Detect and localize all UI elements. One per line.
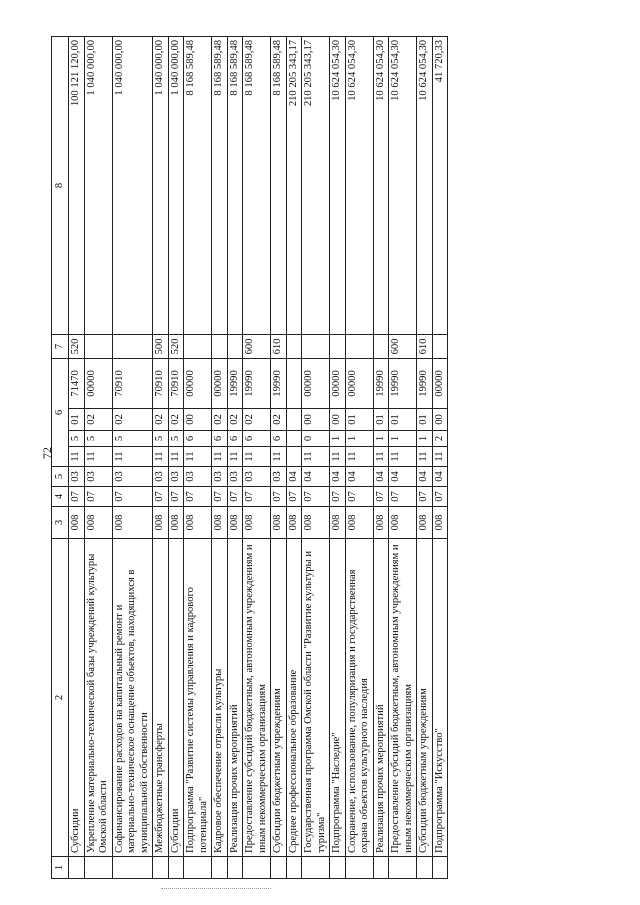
- row-code-cell: 07: [212, 487, 228, 507]
- column-header: 1: [52, 857, 69, 879]
- row-amount-cell: 1 040 000,00: [153, 36, 169, 334]
- row-amount-cell: 8 168 589,48: [271, 36, 287, 334]
- row-code-cell: 01: [373, 409, 389, 431]
- row-index-cell: [227, 857, 243, 879]
- row-code-cell: 04: [286, 467, 302, 487]
- rotated-page-content: [51, 37, 611, 879]
- row-amount-cell: 41 720,33: [432, 36, 448, 334]
- row-code-cell: 11: [330, 447, 346, 467]
- row-code-cell: 07: [243, 487, 271, 507]
- row-amount-cell: 8 168 589,48: [243, 36, 271, 334]
- budget-table: [51, 36, 448, 879]
- table-row: [345, 36, 373, 878]
- row-code-cell: 00: [432, 409, 448, 431]
- row-code-cell: 02: [212, 409, 228, 431]
- row-index-cell: [373, 857, 389, 879]
- row-code-cell: 07: [286, 487, 302, 507]
- row-amount-cell: 10 624 054,30: [389, 36, 417, 334]
- row-code-cell: [286, 431, 302, 447]
- row-code-cell: 00: [184, 409, 212, 431]
- row-code-cell: 1: [345, 431, 373, 447]
- row-code-cell: [212, 334, 228, 358]
- column-header: 4: [52, 487, 69, 507]
- row-index-cell: [417, 857, 433, 879]
- row-code-cell: [330, 334, 346, 358]
- row-name-cell: Сохранение, использование, популяризация и государственная охрана объектов культурного наследия: [345, 539, 373, 857]
- row-code-cell: 008: [373, 507, 389, 539]
- row-code-cell: 1: [373, 431, 389, 447]
- row-code-cell: 6: [212, 431, 228, 447]
- row-code-cell: 19990: [373, 358, 389, 408]
- row-code-cell: 02: [84, 409, 112, 431]
- row-code-cell: 11: [184, 447, 212, 467]
- table-row: [417, 36, 433, 878]
- row-code-cell: 00000: [432, 358, 448, 408]
- row-code-cell: 19990: [389, 358, 417, 408]
- row-index-cell: [168, 857, 184, 879]
- row-name-cell: Кадровое обеспечение отрасли культуры: [212, 539, 228, 857]
- row-name-cell: Подпрограмма "Развитие системы управления и кадрового потенциала": [184, 539, 212, 857]
- row-code-cell: 03: [184, 467, 212, 487]
- row-code-cell: 00000: [212, 358, 228, 408]
- table-body: [69, 36, 448, 878]
- row-code-cell: 11: [84, 447, 112, 467]
- row-code-cell: 19990: [243, 358, 271, 408]
- row-index-cell: [84, 857, 112, 879]
- row-code-cell: 600: [389, 334, 417, 358]
- row-code-cell: 610: [271, 334, 287, 358]
- row-amount-cell: 100 121 120,00: [69, 36, 85, 334]
- row-name-cell: Среднее профессиональное образование: [286, 539, 302, 857]
- row-code-cell: 5: [168, 431, 184, 447]
- row-code-cell: 04: [330, 467, 346, 487]
- row-code-cell: 11: [302, 447, 330, 467]
- table-row: [286, 36, 302, 878]
- row-index-cell: [69, 857, 85, 879]
- row-code-cell: 19990: [417, 358, 433, 408]
- row-name-cell: Подпрограмма "Искусство": [432, 539, 448, 857]
- row-code-cell: 6: [243, 431, 271, 447]
- row-code-cell: [112, 334, 153, 358]
- table-row: [271, 36, 287, 878]
- page-number: 72: [40, 447, 54, 459]
- row-code-cell: 02: [243, 409, 271, 431]
- table-row: [84, 36, 112, 878]
- row-code-cell: 07: [227, 487, 243, 507]
- table-row: [212, 36, 228, 878]
- row-code-cell: 07: [153, 487, 169, 507]
- header-row: [52, 36, 69, 878]
- row-name-cell: Предоставление субсидий бюджетным, автономным учреждениям и иным некоммерческим организациям: [389, 539, 417, 857]
- row-code-cell: 5: [69, 431, 85, 447]
- row-code-cell: 03: [227, 467, 243, 487]
- row-code-cell: [286, 447, 302, 467]
- row-name-cell: Субсидии бюджетным учреждениям: [271, 539, 287, 857]
- row-name-cell: Укрепление материально-технической базы учреждений культуры Омской области: [84, 539, 112, 857]
- row-amount-cell: 1 040 000,00: [112, 36, 153, 334]
- row-index-cell: [112, 857, 153, 879]
- table-row: [69, 36, 85, 878]
- row-code-cell: 03: [112, 467, 153, 487]
- row-code-cell: [373, 334, 389, 358]
- row-code-cell: 19990: [227, 358, 243, 408]
- row-code-cell: 1: [389, 431, 417, 447]
- table-row: [330, 36, 346, 878]
- table-row: [243, 36, 271, 878]
- row-code-cell: 11: [243, 447, 271, 467]
- row-code-cell: 008: [271, 507, 287, 539]
- row-code-cell: 008: [168, 507, 184, 539]
- row-code-cell: 11: [271, 447, 287, 467]
- row-code-cell: 04: [417, 467, 433, 487]
- row-code-cell: 11: [417, 447, 433, 467]
- row-code-cell: 00000: [84, 358, 112, 408]
- row-code-cell: 11: [432, 447, 448, 467]
- row-name-cell: Субсидии бюджетным учреждениям: [417, 539, 433, 857]
- scan-artifact-line: [161, 888, 271, 890]
- row-code-cell: 19990: [271, 358, 287, 408]
- row-code-cell: 008: [432, 507, 448, 539]
- row-name-cell: Предоставление субсидий бюджетным, автономным учреждениям и иным некоммерческим организациям: [243, 539, 271, 857]
- row-code-cell: 00000: [330, 358, 346, 408]
- row-code-cell: 02: [153, 409, 169, 431]
- row-code-cell: 00: [302, 409, 330, 431]
- row-code-cell: 04: [373, 467, 389, 487]
- row-index-cell: [212, 857, 228, 879]
- row-amount-cell: 10 624 054,30: [373, 36, 389, 334]
- row-code-cell: 07: [345, 487, 373, 507]
- row-code-cell: 600: [243, 334, 271, 358]
- row-code-cell: [345, 334, 373, 358]
- row-code-cell: 03: [212, 467, 228, 487]
- row-amount-cell: 8 168 589,48: [212, 36, 228, 334]
- row-name-cell: Софинансирование расходов на капитальный ремонт и материально-техническое оснащение объектов, находящихся в муниципальной собственности: [112, 539, 153, 857]
- row-code-cell: 520: [69, 334, 85, 358]
- row-index-cell: [302, 857, 330, 879]
- column-header: 6: [52, 358, 69, 466]
- row-index-cell: [432, 857, 448, 879]
- row-amount-cell: 1 040 000,00: [168, 36, 184, 334]
- row-code-cell: 01: [69, 409, 85, 431]
- table-row: [432, 36, 448, 878]
- row-code-cell: 6: [271, 431, 287, 447]
- row-code-cell: 02: [112, 409, 153, 431]
- row-index-cell: [243, 857, 271, 879]
- row-code-cell: 03: [271, 467, 287, 487]
- row-code-cell: 00: [330, 409, 346, 431]
- row-code-cell: 07: [69, 487, 85, 507]
- row-code-cell: 500: [153, 334, 169, 358]
- row-code-cell: 07: [184, 487, 212, 507]
- row-code-cell: 00000: [345, 358, 373, 408]
- row-name-cell: Субсидии: [168, 539, 184, 857]
- row-code-cell: 01: [417, 409, 433, 431]
- row-code-cell: 610: [417, 334, 433, 358]
- row-index-cell: [389, 857, 417, 879]
- row-code-cell: 07: [417, 487, 433, 507]
- row-code-cell: 02: [271, 409, 287, 431]
- row-index-cell: [286, 857, 302, 879]
- row-name-cell: Реализация прочих мероприятий: [373, 539, 389, 857]
- row-code-cell: 2: [432, 431, 448, 447]
- row-code-cell: 07: [271, 487, 287, 507]
- table-row: [227, 36, 243, 878]
- row-code-cell: 02: [227, 409, 243, 431]
- row-amount-cell: 1 040 000,00: [84, 36, 112, 334]
- row-code-cell: 008: [330, 507, 346, 539]
- row-amount-cell: 10 624 054,30: [330, 36, 346, 334]
- row-code-cell: 04: [389, 467, 417, 487]
- row-code-cell: 008: [302, 507, 330, 539]
- row-code-cell: 11: [168, 447, 184, 467]
- row-code-cell: 01: [345, 409, 373, 431]
- row-code-cell: 008: [389, 507, 417, 539]
- row-amount-cell: 8 168 589,48: [184, 36, 212, 334]
- row-name-cell: Подпрограмма "Наследие": [330, 539, 346, 857]
- row-code-cell: 00000: [302, 358, 330, 408]
- row-code-cell: [286, 358, 302, 408]
- row-code-cell: 1: [330, 431, 346, 447]
- row-code-cell: [184, 334, 212, 358]
- row-code-cell: 03: [168, 467, 184, 487]
- row-code-cell: 07: [168, 487, 184, 507]
- row-code-cell: 6: [227, 431, 243, 447]
- row-code-cell: 11: [345, 447, 373, 467]
- row-code-cell: 07: [112, 487, 153, 507]
- row-code-cell: 11: [69, 447, 85, 467]
- row-name-cell: Субсидии: [69, 539, 85, 857]
- row-code-cell: 008: [112, 507, 153, 539]
- row-code-cell: 008: [212, 507, 228, 539]
- row-code-cell: 5: [153, 431, 169, 447]
- row-code-cell: 03: [153, 467, 169, 487]
- column-header: 8: [52, 36, 69, 334]
- row-index-cell: [345, 857, 373, 879]
- column-header: 7: [52, 334, 69, 358]
- row-name-cell: Межбюджетные трансферты: [153, 539, 169, 857]
- row-code-cell: 02: [168, 409, 184, 431]
- column-header: 3: [52, 507, 69, 539]
- row-code-cell: 70910: [168, 358, 184, 408]
- table-row: [168, 36, 184, 878]
- row-index-cell: [271, 857, 287, 879]
- row-code-cell: 008: [69, 507, 85, 539]
- row-index-cell: [330, 857, 346, 879]
- row-code-cell: 04: [345, 467, 373, 487]
- row-code-cell: [84, 334, 112, 358]
- row-code-cell: 008: [286, 507, 302, 539]
- row-code-cell: 71470: [69, 358, 85, 408]
- row-code-cell: 03: [69, 467, 85, 487]
- table-row: [302, 36, 330, 878]
- row-amount-cell: 210 205 343,17: [302, 36, 330, 334]
- row-code-cell: 70910: [153, 358, 169, 408]
- row-name-cell: Реализация прочих мероприятий: [227, 539, 243, 857]
- row-code-cell: 70910: [112, 358, 153, 408]
- row-code-cell: 03: [84, 467, 112, 487]
- row-amount-cell: 8 168 589,48: [227, 36, 243, 334]
- row-amount-cell: 10 624 054,30: [345, 36, 373, 334]
- row-code-cell: 07: [373, 487, 389, 507]
- row-code-cell: [302, 334, 330, 358]
- column-header: 5: [52, 467, 69, 487]
- column-header: 2: [52, 539, 69, 857]
- row-amount-cell: 210 205 343,17: [286, 36, 302, 334]
- row-code-cell: 07: [432, 487, 448, 507]
- row-code-cell: 11: [112, 447, 153, 467]
- row-index-cell: [184, 857, 212, 879]
- row-code-cell: 07: [330, 487, 346, 507]
- row-code-cell: 5: [112, 431, 153, 447]
- row-code-cell: [432, 334, 448, 358]
- row-amount-cell: 10 624 054,30: [417, 36, 433, 334]
- table-row: [112, 36, 153, 878]
- row-code-cell: 11: [227, 447, 243, 467]
- row-code-cell: 008: [243, 507, 271, 539]
- table-row: [153, 36, 169, 878]
- table-row: [389, 36, 417, 878]
- row-code-cell: 008: [417, 507, 433, 539]
- row-code-cell: 11: [212, 447, 228, 467]
- row-code-cell: 008: [227, 507, 243, 539]
- row-code-cell: 11: [389, 447, 417, 467]
- row-code-cell: 03: [243, 467, 271, 487]
- row-code-cell: 04: [302, 467, 330, 487]
- row-code-cell: 520: [168, 334, 184, 358]
- row-code-cell: 11: [153, 447, 169, 467]
- row-code-cell: 01: [389, 409, 417, 431]
- row-code-cell: [286, 409, 302, 431]
- row-code-cell: [227, 334, 243, 358]
- table-row: [373, 36, 389, 878]
- row-code-cell: 00000: [184, 358, 212, 408]
- row-code-cell: 07: [84, 487, 112, 507]
- row-code-cell: 6: [184, 431, 212, 447]
- row-code-cell: 1: [417, 431, 433, 447]
- row-code-cell: 5: [84, 431, 112, 447]
- row-code-cell: 008: [84, 507, 112, 539]
- row-index-cell: [153, 857, 169, 879]
- row-code-cell: 0: [302, 431, 330, 447]
- row-code-cell: [286, 334, 302, 358]
- row-name-cell: Государственная программа Омской области "Развитие культуры и туризма": [302, 539, 330, 857]
- row-code-cell: 07: [302, 487, 330, 507]
- row-code-cell: 008: [153, 507, 169, 539]
- row-code-cell: 008: [345, 507, 373, 539]
- row-code-cell: 04: [432, 467, 448, 487]
- row-code-cell: 07: [389, 487, 417, 507]
- row-code-cell: 11: [373, 447, 389, 467]
- table-row: [184, 36, 212, 878]
- row-code-cell: 008: [184, 507, 212, 539]
